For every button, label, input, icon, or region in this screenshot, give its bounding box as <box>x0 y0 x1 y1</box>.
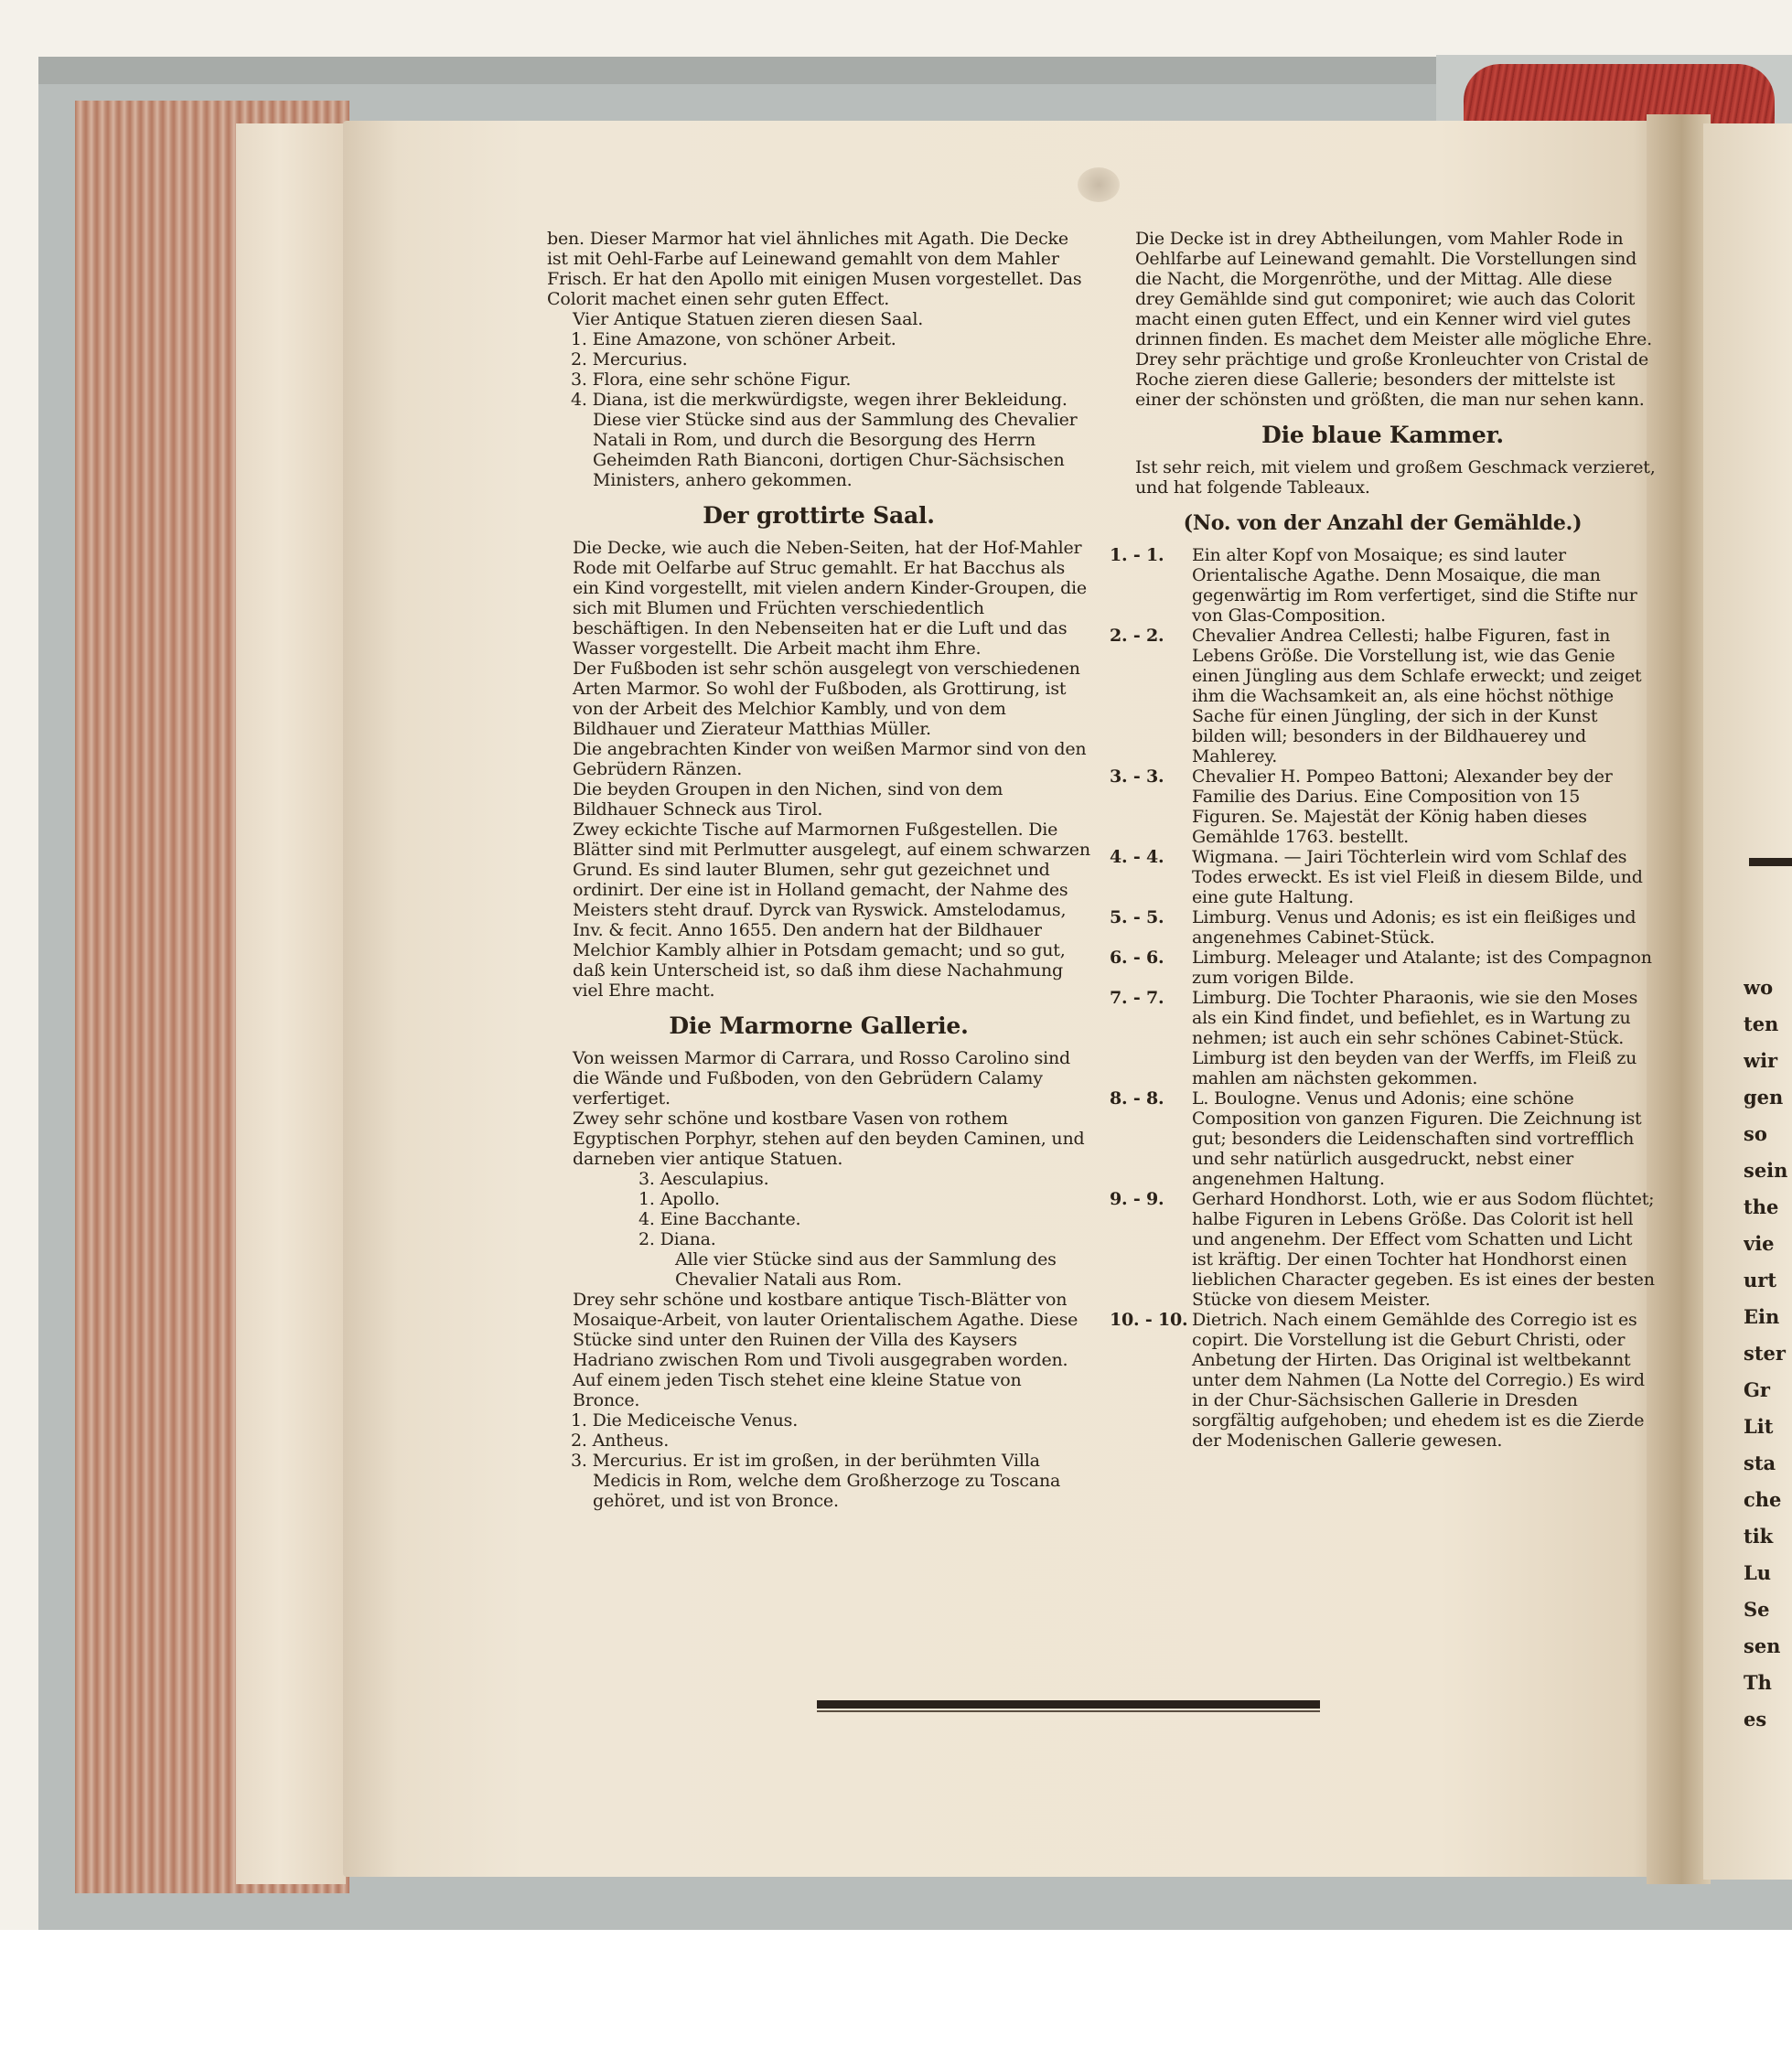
paragraph: Drey sehr schöne und kostbare antique Tisch-Blätter von Mosaique-Arbeit, von lauter Orientalischem Agathe. Diese Stücke sind unter den Ruinen der Villa des Kaysers Hadriano zwischen Rom und Tivoli ausgegraben worden. <box>573 1290 1078 1370</box>
paragraph: Auf einem jeden Tisch stehet eine kleine Statue von Bronce. <box>573 1370 1022 1410</box>
fragment-line: wir <box>1744 1049 1778 1072</box>
table-row <box>1110 1189 1656 1310</box>
section-heading: Der grottirte Saal. <box>703 502 935 529</box>
table-row <box>1110 545 1656 626</box>
table-row <box>1110 1088 1656 1189</box>
table-row <box>1110 988 1656 1088</box>
fragment-line: ster <box>1744 1342 1786 1365</box>
left-text-column <box>547 229 1090 1511</box>
facing-page-rule <box>1749 858 1792 866</box>
list-item: 2. Diana. <box>638 1229 716 1249</box>
paragraph: Zwey eckichte Tische auf Marmornen Fußgestellen. Die Blätter sind mit Perlmutter ausgelegt, auf einem schwarzen Grund. Es sind lauter Blumen, sehr gut gezeichnet und ordinirt. Der eine ist in Holland gemacht, der Nahme des Meisters steht drauf. Dyrck van Ryswick. Amstelodamus, Inv. & fecit. Anno 1655. Den andern hat der Bildhauer Melchior Kambly alhier in Potsdam gemacht; und so gut, daß kein Unterscheid ist, so daß ihm diese Nachahmung viel Ehre macht. <box>573 820 1090 1001</box>
list-item: 3. Mercurius. Er ist im großen, in der berühmten Villa Medicis in Rom, welche dem Großherzoge zu Toscana gehöret, und ist von Bronce. <box>571 1451 1061 1511</box>
fragment-line: es <box>1744 1708 1767 1730</box>
fragment-line: gen <box>1744 1086 1784 1109</box>
page-block-fore-edge <box>236 123 346 1884</box>
table-row <box>1110 626 1656 766</box>
entry-text: Chevalier Andrea Cellesti; halbe Figuren, fast in Lebens Größe. Die Vorstellung ist, wie das Genie einen Jüngling aus dem Schlafe erweckt; und zeiget ihm die Wachsamkeit an, als eine höchst nöthige Sache für einen Jüngling, der sich in der Kunst bilden will; besonders in der Bildhauerey und Mahlerey. <box>1192 626 1642 766</box>
fragment-line: urt <box>1744 1269 1777 1291</box>
paragraph: Die beyden Groupen in den Nichen, sind von dem Bildhauer Schneck aus Tirol. <box>573 779 1003 820</box>
entry-number: 5. - 5. <box>1110 907 1164 927</box>
fragment-line: Lit <box>1744 1415 1774 1438</box>
end-rule <box>817 1700 1320 1709</box>
entry-text: Ein alter Kopf von Mosaique; es sind lauter Orientalische Agathe. Denn Mosaique, die man gegenwärtig im Rom verfertiget, sind die Stifte nur von Glas-Composition. <box>1192 545 1637 626</box>
section-heading: Die blaue Kammer. <box>1261 422 1504 448</box>
paragraph: Vier Antique Statuen zieren diesen Saal. <box>573 309 924 329</box>
list-item: 2. Antheus. <box>571 1430 670 1451</box>
paragraph: Die Decke ist in drey Abtheilungen, vom Mahler Rode in Oehlfarbe auf Leinewand gemahlt. Die Vorstellungen sind die Nacht, die Morgenröthe, und der Mittag. Alle diese drey Gemählde sind gut componiret; wie auch das Colorit macht einen guten Effect, und ein Kenner wird viel gutes drinnen finden. Es machet dem Meister alle mögliche Ehre. <box>1135 229 1652 349</box>
entry-number: 1. - 1. <box>1110 545 1164 565</box>
entry-number: 6. - 6. <box>1110 948 1164 968</box>
list-item: 1. Apollo. <box>638 1189 720 1209</box>
paragraph: Drey sehr prächtige und große Kronleuchter von Cristal de Roche zieren diese Gallerie; besonders der mittelste ist einer der schönsten und größten, die man nur sehen kann. <box>1135 349 1649 410</box>
entry-number: 2. - 2. <box>1110 626 1164 646</box>
entry-text: Chevalier H. Pompeo Battoni; Alexander bey der Familie des Darius. Eine Composition von 15 Figuren. Se. Majestät der König haben dieses Gemählde 1763. bestellt. <box>1192 766 1613 847</box>
entry-text: Wigmana. — Jairi Töchterlein wird vom Schlaf des Todes erweckt. Es ist viel Fleiß in diesem Bilde, und eine gute Haltung. <box>1192 847 1643 907</box>
section-heading: (No. von der Anzahl der Gemählde.) <box>1183 511 1583 535</box>
paragraph: Ist sehr reich, mit vielem und großem Geschmack verzieret, und hat folgende Tableaux. <box>1135 457 1656 498</box>
fragment-line: the <box>1744 1195 1779 1218</box>
list-item: 2. Mercurius. <box>571 349 688 370</box>
entry-text: L. Boulogne. Venus und Adonis; eine schöne Composition von ganzen Figuren. Die Zeichnung ist gut; besonders die Leidenschaften sind vortrefflich und sehr natürlich ausgedruckt, nebst einer angenehmen Haltung. <box>1192 1088 1642 1189</box>
fragment-line: sta <box>1744 1452 1776 1474</box>
table-row <box>1110 766 1656 847</box>
entry-text: Dietrich. Nach einem Gemählde des Corregio ist es copirt. Die Vorstellung ist die Geburt Christi, oder Anbetung der Hirten. Das Original ist weltbekannt unter dem Nahmen (La Notte del Corregio.) Es wird in der Chur-Sächsischen Gallerie in Dresden sorgfältig aufgehoben; und ehedem ist es die Zierde der Modenischen Gallerie gewesen. <box>1192 1310 1645 1451</box>
fragment-line: so <box>1744 1122 1767 1145</box>
fragment-line: Th <box>1744 1671 1772 1694</box>
entry-number: 7. - 7. <box>1110 988 1164 1008</box>
paragraph: Zwey sehr schöne und kostbare Vasen von rothem Egyptischen Porphyr, stehen auf den beyden Caminen, und darneben vier antique Statuen. <box>573 1109 1085 1169</box>
fragment-line: sein <box>1744 1159 1788 1182</box>
paragraph: Von weissen Marmor di Carrara, und Rosso Carolino sind die Wände und Fußboden, von den Gebrüdern Calamy verfertiget. <box>573 1048 1070 1109</box>
book-gutter <box>1647 114 1711 1884</box>
table-row <box>1110 847 1656 907</box>
list-item: 3. Aesculapius. <box>638 1169 769 1189</box>
fragment-line: che <box>1744 1488 1782 1511</box>
entry-text: Limburg. Venus und Adonis; es ist ein fleißiges und angenehmes Cabinet-Stück. <box>1192 907 1636 948</box>
fragment-line: ten <box>1744 1012 1779 1035</box>
paragraph: Alle vier Stücke sind aus der Sammlung des Chevalier Natali aus Rom. <box>675 1249 1057 1290</box>
list-item: 4. Diana, ist die merkwürdigste, wegen ihrer Bekleidung. Diese vier Stücke sind aus der Sammlung des Chevalier Natali in Rom, und durch die Besorgung des Herrn Geheimden Rath Bianconi, dortigen Chur-Sächsischen Ministers, anhero gekommen. <box>571 390 1078 490</box>
fragment-line: Ein <box>1744 1305 1780 1328</box>
entry-text: Limburg. Die Tochter Pharaonis, wie sie den Moses als ein Kind findet, und befiehlet, es in Wartung zu nehmen; ist auch ein sehr schönes Cabinet-Stück. Limburg ist den beyden van der Werffs, im Fleiß zu mahlen am nächsten gekommen. <box>1192 988 1638 1088</box>
fragment-line: vie <box>1744 1232 1775 1255</box>
paragraph: Die Decke, wie auch die Neben-Seiten, hat der Hof-Mahler Rode mit Oelfarbe auf Struc gemahlt. Er hat Bacchus als ein Kind vorgestellt, mit vielen andern Kinder-Groupen, die sich mit Blumen und Früchten verschiedentlich beschäftigen. In den Nebenseiten hat er die Luft und das Wasser vorgestellt. Die Arbeit macht ihm Ehre. <box>573 538 1087 659</box>
right-text-column <box>1110 229 1656 1451</box>
entry-number: 10. - 10. <box>1110 1310 1188 1330</box>
paragraph: Die angebrachten Kinder von weißen Marmor sind von den Gebrüdern Ränzen. <box>573 739 1087 779</box>
list-item: 4. Eine Bacchante. <box>638 1209 801 1229</box>
fragment-line: tik <box>1744 1525 1774 1548</box>
entry-number: 3. - 3. <box>1110 766 1164 787</box>
list-item: 3. Flora, eine sehr schöne Figur. <box>571 370 852 390</box>
fragment-line: wo <box>1744 976 1774 999</box>
painting-list <box>1110 545 1656 1451</box>
list-item: 1. Die Mediceische Venus. <box>571 1410 799 1430</box>
paragraph: Der Fußboden ist sehr schön ausgelegt von verschiedenen Arten Marmor. So wohl der Fußboden, als Grottirung, ist von der Arbeit des Melchior Kambly, und von dem Bildhauer und Zierateur Matthias Müller. <box>573 659 1080 739</box>
entry-number: 9. - 9. <box>1110 1189 1164 1209</box>
page-stain <box>1078 167 1120 202</box>
entry-number: 8. - 8. <box>1110 1088 1164 1109</box>
entry-text: Limburg. Meleager und Atalante; ist des Compagnon zum vorigen Bilde. <box>1192 948 1652 988</box>
paragraph: ben. Dieser Marmor hat viel ähnliches mit Agath. Die Decke ist mit Oehl-Farbe auf Leinewand gemahlt von dem Mahler Frisch. Er hat den Apollo mit einigen Musen vorgestellet. Das Colorit machet einen sehr guten Effect. <box>547 229 1082 309</box>
entry-number: 4. - 4. <box>1110 847 1164 867</box>
table-row <box>1110 1310 1656 1451</box>
section-heading: Die Marmorne Gallerie. <box>669 1012 969 1039</box>
fragment-line: sen <box>1744 1634 1781 1657</box>
entry-text: Gerhard Hondhorst. Loth, wie er aus Sodom flüchtet; halbe Figuren in Lebens Größe. Das Colorit ist hell und angenehm. Der Effect vom Schatten und Licht ist kräftig. Der einen Tochter hat Hondhorst einen lieblichen Character gegeben. Es ist eines der besten Stücke von diesem Meister. <box>1192 1189 1655 1310</box>
facing-page-text <box>1744 970 1792 1738</box>
fragment-line: Lu <box>1744 1561 1772 1584</box>
table-row <box>1110 907 1656 948</box>
end-rule-thin <box>817 1710 1320 1712</box>
fragment-line: Se <box>1744 1598 1770 1621</box>
table-row <box>1110 948 1656 988</box>
fragment-line: Gr <box>1744 1378 1770 1401</box>
list-item: 1. Eine Amazone, von schöner Arbeit. <box>571 329 896 349</box>
